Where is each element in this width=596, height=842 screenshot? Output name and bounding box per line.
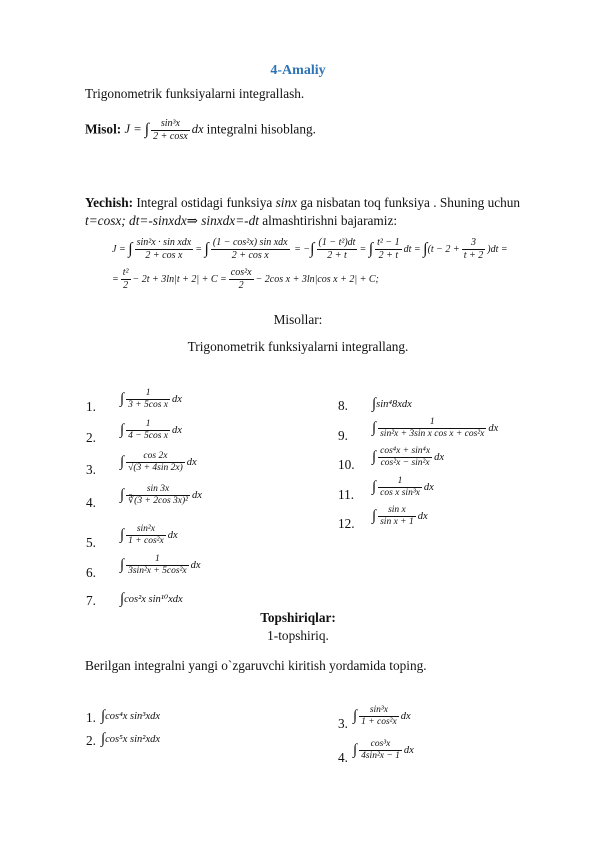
example-label: Misol: [85, 121, 122, 137]
fraction-num: cos³x [359, 739, 402, 751]
fraction-num: sin x [378, 505, 416, 517]
example-text: integralni hisoblang. [206, 121, 316, 137]
integrand-fraction [126, 419, 170, 442]
dx: dx [400, 710, 411, 722]
solution-equation-2 [112, 267, 379, 292]
page-heading: 4-Amaliy [270, 63, 326, 78]
solution-text-a: Integral ostidagi funksiya [133, 195, 276, 210]
dx: dx [192, 489, 202, 501]
fraction-den: 2 + t [378, 250, 399, 261]
fraction-num: t² [122, 267, 129, 278]
solution-label: Yechish: [85, 195, 134, 210]
eq-fraction [229, 267, 254, 292]
dx: dx [172, 393, 182, 405]
integral-expression [101, 731, 160, 748]
integral-expression [120, 524, 178, 547]
integrand: sin⁴8xdx [376, 398, 412, 410]
example-fraction [151, 118, 190, 143]
item-number: 11. [338, 487, 355, 502]
integral-sign: ∫ [120, 591, 125, 607]
integral-sign: ∫ [120, 557, 125, 573]
fraction-num: 1 [126, 554, 189, 566]
integrand: cos²x sin¹⁰xdx [124, 593, 183, 605]
fraction-den: √(3 + 4sin 2x) [128, 463, 183, 473]
item-number: 1. [86, 399, 96, 414]
fraction-den: 2 + t [327, 250, 347, 261]
integral-sign: ∫ [423, 240, 428, 258]
integral-sign: ∫ [120, 487, 125, 503]
fraction-den: 1 + cos²x [361, 717, 397, 727]
solution-line-1 [85, 195, 520, 211]
dx: dx [423, 481, 434, 493]
fraction-num: sin³x [151, 118, 190, 131]
fraction-num: sin²x [126, 524, 166, 536]
fraction-den: ∛(3 + 2cos 3x)² [128, 496, 189, 506]
solution-text-b: ga nisbatan toq funksiya . Shuning uchun [297, 195, 521, 210]
paren-close: ) [487, 243, 491, 255]
eq-fraction [211, 237, 290, 262]
integral-sign: ∫ [144, 121, 150, 139]
item-number: 4. [338, 750, 348, 765]
formula-lhs: J = [124, 122, 142, 137]
fraction-den: sin x + 1 [380, 517, 414, 527]
eq-tail: dt = [490, 243, 508, 255]
eq-dt: dt [403, 243, 412, 255]
integral-sign: ∫ [372, 449, 377, 465]
dx: dx [403, 744, 414, 756]
paren-open: ( [427, 243, 431, 255]
fraction-num: sin 3x [126, 484, 190, 496]
dx: dx [172, 424, 182, 436]
fraction-num: t² − 1 [377, 237, 400, 248]
eq-mid: − 2t + 3ln|t + 2| + C = [132, 273, 227, 285]
dx: dx [191, 122, 204, 137]
integrand-fraction [126, 524, 166, 547]
integral-expression [120, 591, 183, 608]
fraction-num: 1 [378, 417, 486, 429]
item-number: 8. [338, 398, 348, 413]
fraction-den: t + 2 [463, 250, 484, 261]
fraction-den: 4sin²x − 1 [361, 751, 400, 761]
misollar-heading: Misollar: [273, 312, 323, 327]
integrand-fraction [126, 451, 185, 474]
example-line [85, 118, 316, 143]
integral-expression [120, 554, 201, 577]
integrand-fraction [359, 739, 402, 762]
fraction-den: sin²x + 3sin x cos x + cos²x [380, 429, 485, 439]
item-number: 1. [86, 710, 96, 725]
item-number: 12. [338, 516, 355, 531]
fraction-den: 2 + cos x [145, 250, 183, 261]
integral-sign: ∫ [353, 742, 358, 758]
fraction-den: 2 [123, 280, 129, 291]
integral-sign: ∫ [353, 708, 358, 724]
integral-sign: ∫ [101, 731, 106, 747]
eq-fraction [462, 237, 486, 262]
item-number: 3. [338, 716, 348, 731]
fraction-num: 1 [126, 419, 170, 431]
integrand-fraction [359, 705, 399, 728]
fraction-num: 3 [462, 237, 486, 250]
integrand-fraction [126, 554, 189, 577]
eq-fraction [317, 237, 358, 262]
eq-fraction [121, 267, 131, 292]
solution-line-2 [85, 213, 397, 229]
integral-sign: ∫ [120, 391, 125, 407]
integrand-fraction [378, 476, 422, 499]
fraction-num: cos⁴x + sin⁴x [380, 446, 431, 456]
dx: dx [167, 529, 178, 541]
fraction-den: cos x sin³x [380, 488, 420, 498]
fraction-den: 2 + cos x [231, 250, 269, 261]
item-number: 2. [86, 733, 96, 748]
fraction-num: (1 − cos²x) sin xdx [212, 237, 288, 248]
integral-sign: ∫ [310, 240, 315, 258]
eq-fraction [375, 237, 402, 262]
integral-sign: ∫ [120, 454, 125, 470]
integrand-fraction [378, 505, 416, 528]
integral-sign: ∫ [204, 240, 209, 258]
integral-expression [372, 417, 498, 440]
integral-sign: ∫ [120, 527, 125, 543]
topshiriq-sub: 1-topshiriq. [267, 628, 329, 643]
dx: dx [186, 456, 197, 468]
topshiriqlar-heading: Topshiriqlar: [260, 610, 336, 625]
fraction-den: 4 − 5cos x [128, 431, 169, 441]
item-number: 7. [86, 593, 96, 608]
integral-sign: ∫ [368, 240, 374, 258]
topshiriq-instruction: Berilgan integralni yangi o`zgaruvchi kiritish yordamida toping. [85, 658, 427, 673]
integral-expression [372, 396, 412, 413]
integral-sign: ∫ [372, 396, 377, 412]
fraction-den: 2 [238, 280, 244, 291]
integral-expression [101, 708, 160, 725]
fraction-den: 2 + cosx [153, 131, 188, 142]
integrand: cos⁴x sin³xdx [105, 710, 161, 722]
eq-term: t − 2 + [430, 243, 460, 255]
eq-lhs: J = [112, 243, 126, 255]
fraction-num: 1 [378, 476, 422, 488]
integral-sign: ∫ [372, 479, 377, 495]
fraction-den: 3 + 5cos x [128, 400, 169, 410]
dx: dx [488, 422, 499, 434]
eq-fraction [135, 237, 194, 262]
integrand-fraction [126, 388, 170, 411]
integral-sign: ∫ [101, 708, 106, 724]
integral-expression [120, 484, 202, 507]
integral-expression [353, 739, 414, 762]
fraction-num: sin²x · sin xdx [136, 237, 192, 248]
substitution-tail: almashtirishni bajaramiz: [258, 213, 398, 228]
fraction-den: 3sin²x + 5cos²x [128, 566, 187, 576]
dx: dx [417, 510, 428, 522]
example-formula [124, 118, 207, 142]
integrand-fraction [378, 417, 486, 440]
integrand-fraction [126, 484, 190, 507]
integral-expression [353, 705, 411, 728]
fraction-num: 1 [126, 388, 170, 400]
item-number: 4. [86, 495, 96, 510]
integral-sign: ∫ [120, 422, 125, 438]
item-number: 9. [338, 428, 348, 443]
item-number: 3. [86, 462, 96, 477]
integrand: cos⁵x sin²xdx [105, 733, 161, 745]
dx: dx [190, 559, 201, 571]
item-number: 5. [86, 535, 96, 550]
eq-minus: = − [294, 243, 311, 255]
integral-sign: ∫ [128, 240, 133, 258]
fraction-num: (1 − t²)dt [318, 237, 356, 248]
substitution: t=cosx; dt=-sinxdx⇒ sinxdx=-dt [85, 213, 259, 228]
solution-sinx: sinx [275, 195, 297, 210]
solution-equation-1: J = ∫ $\frac{\text{sin²x · sin xdx}}{\text{2 + cos x}}$ = ∫ $\frac{\text{(1 − cos²x) sin xdx}}{\text{2 + cos x}}$ = −∫ $\frac{\text{(1 − t²)dt}}{2 + t}$ = ∫ $\frac{\text{t² − 1}}{2 + t}$ dt = ∫(t − 2 + $\frac{3}{t + 2}$ )dt = [112, 237, 508, 261]
integral-expression [372, 446, 444, 469]
dx: dx [434, 451, 444, 463]
misollar-subheading: Trigonometrik funksiyalarni integrallang. [187, 339, 409, 354]
fraction-den: cos²x − sin²x [380, 458, 430, 468]
fraction-num: cos²x [230, 267, 252, 278]
item-number: 6. [86, 565, 96, 580]
integrand-fraction [378, 446, 432, 469]
integral-expression [120, 451, 197, 474]
fraction-num: sin³x [359, 705, 399, 717]
fraction-den: 1 + cos²x [128, 536, 164, 546]
item-number: 2. [86, 430, 96, 445]
eq-tail: − 2cos x + 3ln|cos x + 2| + C; [255, 273, 379, 285]
integral-sign: ∫ [372, 508, 377, 524]
integral-expression [120, 419, 182, 442]
item-number: 10. [338, 457, 355, 472]
topic-title: Trigonometrik funksiyalarni integrallash. [85, 86, 305, 101]
integral-expression [120, 388, 182, 411]
integral-expression [372, 505, 428, 528]
integral-expression [372, 476, 434, 499]
fraction-num: cos 2x [126, 451, 185, 463]
integral-sign: ∫ [372, 420, 377, 436]
eq-lead: = [112, 273, 119, 285]
